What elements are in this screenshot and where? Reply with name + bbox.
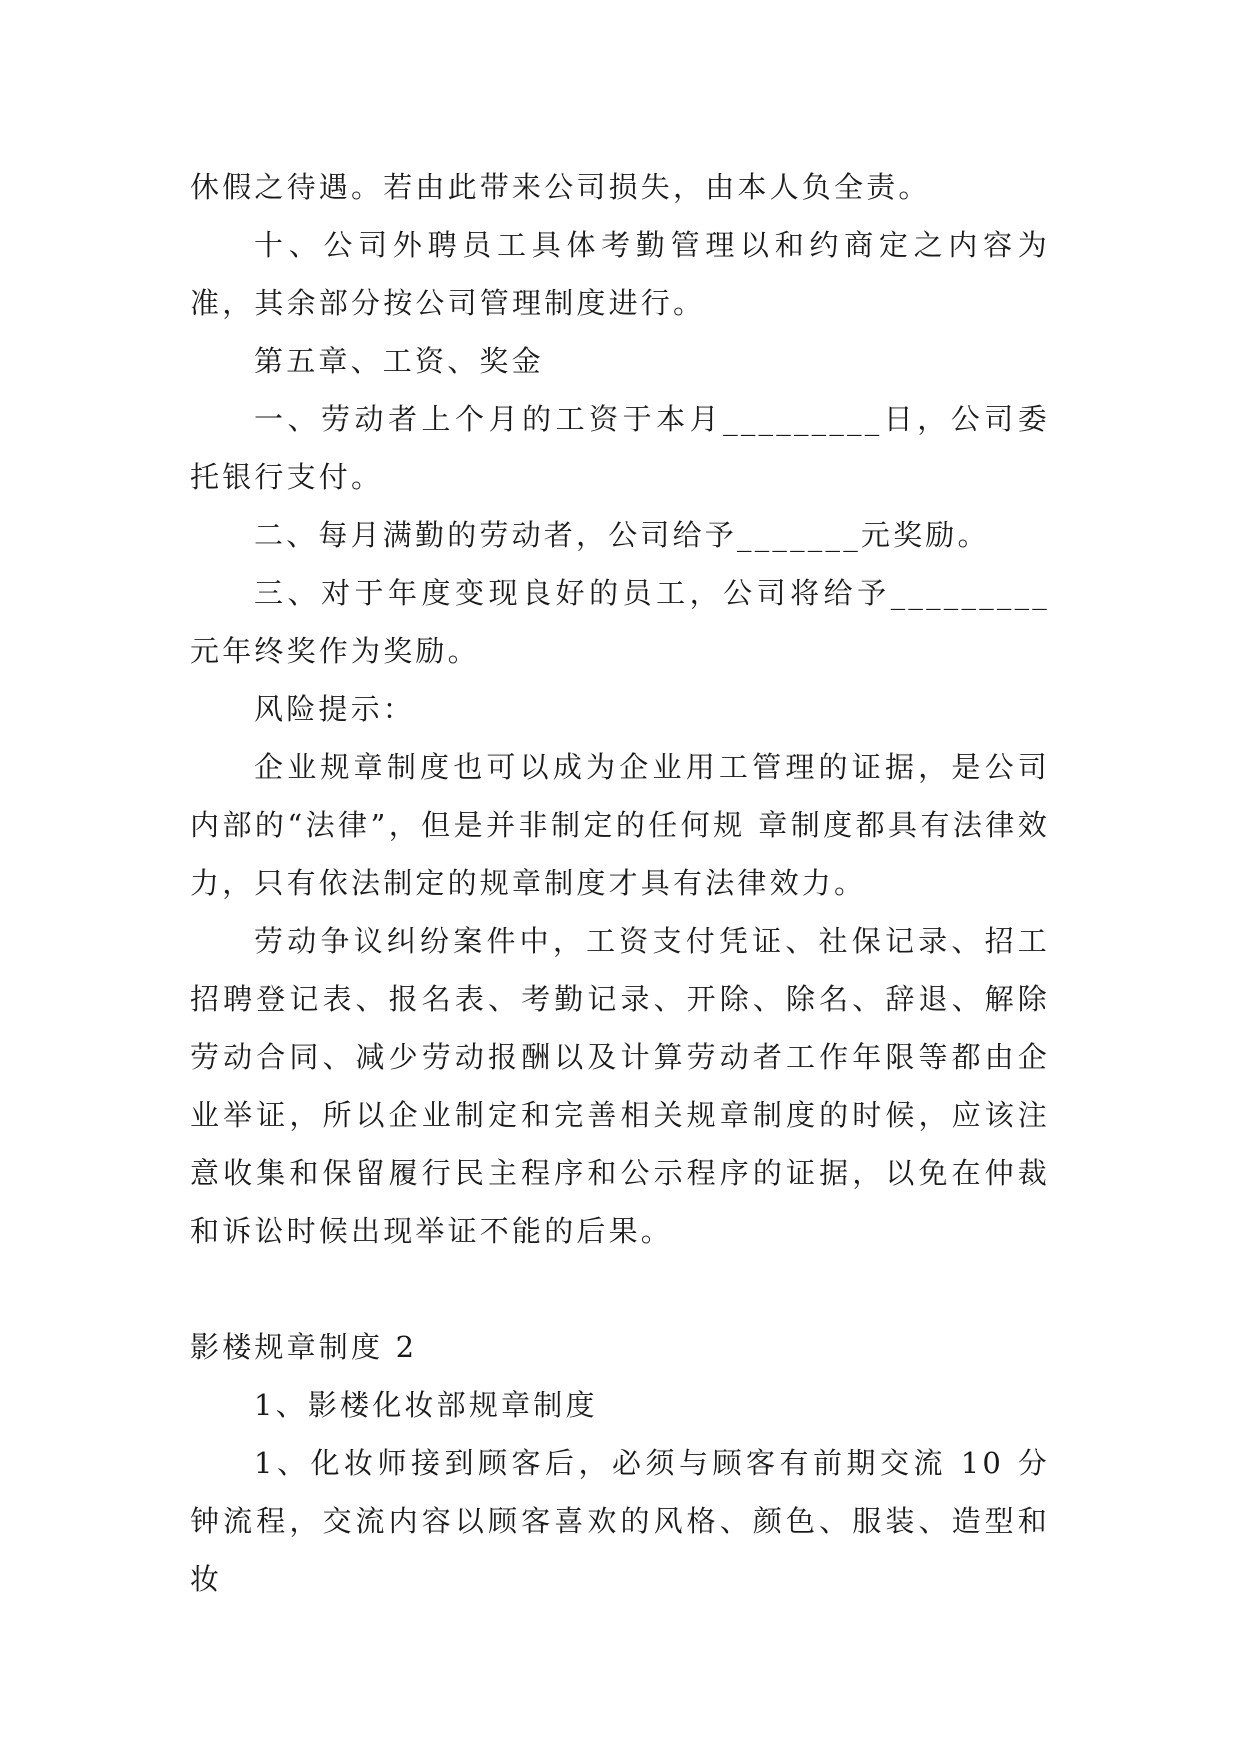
document-page: [190, 158, 1050, 1608]
risk-heading: 风险提示：: [254, 692, 416, 726]
paragraph: 休假之待遇。若由此带来公司损失，由本人负全责。: [190, 170, 931, 204]
paragraph: 二、每月满勤的劳动者，公司给予_______元奖励。: [254, 518, 990, 552]
section-gap: [190, 1260, 1050, 1318]
paragraph: 一、劳动者上个月的工资于本月_________日，公司委托银行支付。: [190, 402, 1050, 494]
paragraph: 1、化妆师接到顾客后，必须与顾客有前期交流 10 分钟流程，交流内容以顾客喜欢的风格、颜色、服装、造型和妆: [190, 1446, 1050, 1596]
chapter-heading: 第五章、工资、奖金: [254, 344, 544, 378]
paragraph: 三、对于年度变现良好的员工，公司将给予_________元年终奖作为奖励。: [190, 576, 1050, 668]
subsection-heading: 1、影楼化妆部规章制度: [254, 1388, 598, 1422]
paragraph: 劳动争议纠纷案件中，工资支付凭证、社保记录、招工招聘登记表、报名表、考勤记录、开除、除名、辞退、解除劳动合同、减少劳动报酬以及计算劳动者工作年限等都由企业举证，所以企业制定和完善相关规章制度的时候，应该注意收集和保留履行民主程序和公示程序的证据，以免在仲裁和诉讼时候出现举证不能的后果。: [190, 924, 1050, 1248]
paragraph: 企业规章制度也可以成为企业用工管理的证据，是公司内部的“法律”，但是并非制定的任何规 章制度都具有法律效力，只有依法制定的规章制度才具有法律效力。: [190, 750, 1050, 900]
section-title: 影楼规章制度 2: [190, 1330, 418, 1364]
paragraph: 十、公司外聘员工具体考勤管理以和约商定之内容为准，其余部分按公司管理制度进行。: [190, 228, 1050, 320]
